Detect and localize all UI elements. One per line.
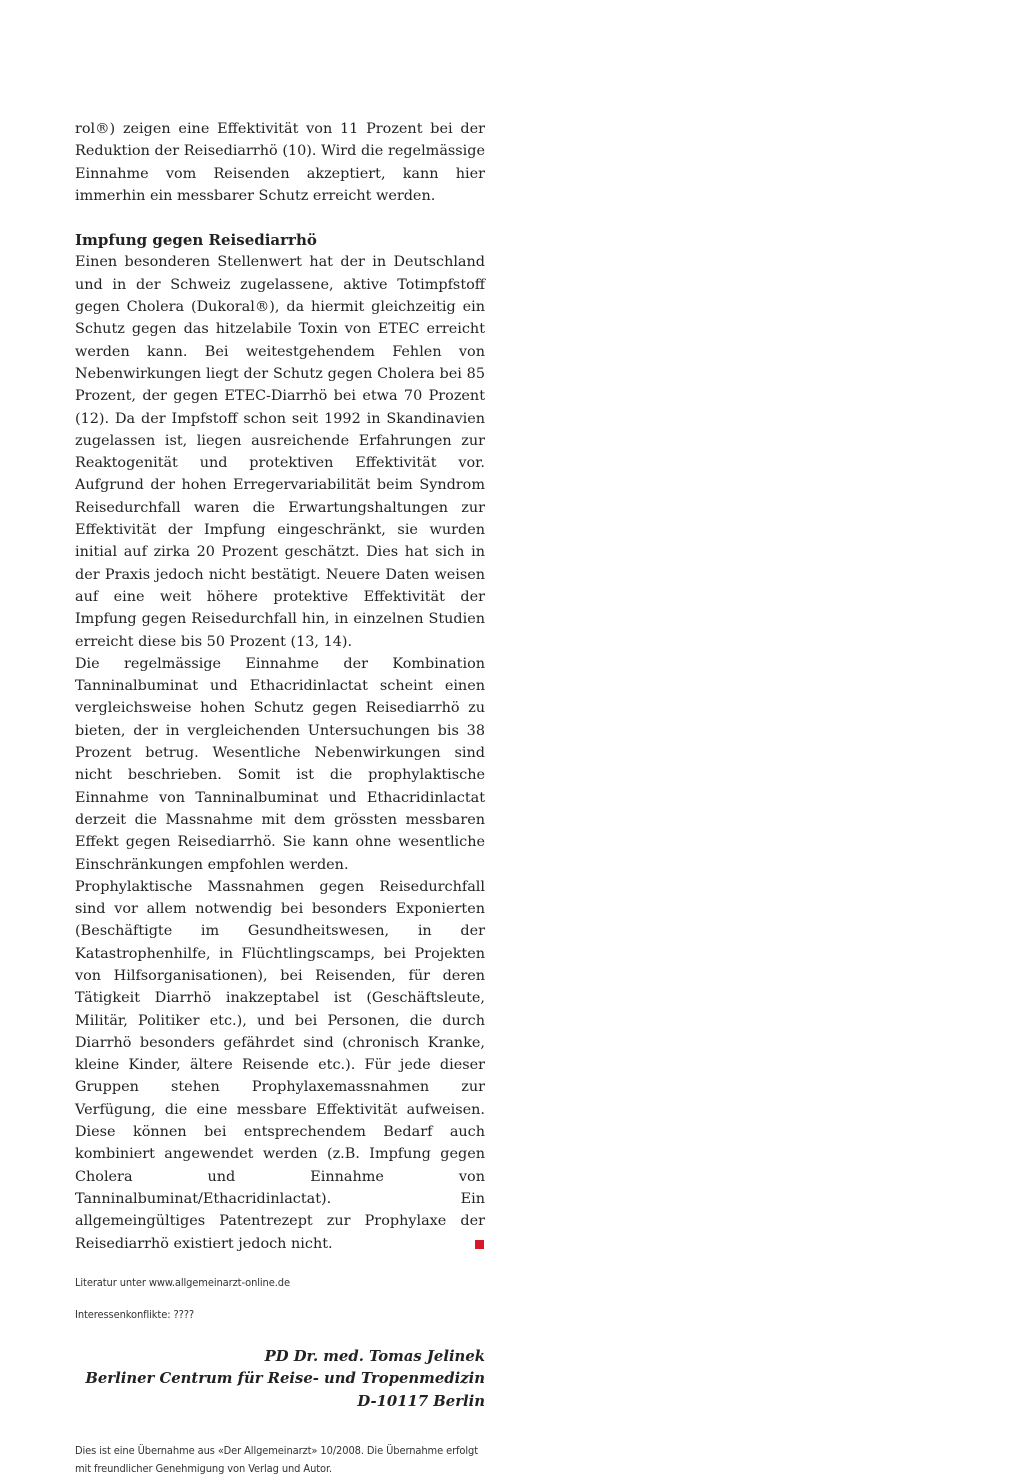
author-institution: Berliner Centrum für Reise- und Tropenmedizin [85,1370,485,1388]
reprint-note: Dies ist eine Übernahme aus «Der Allgemeinarzt» 10/2008. Die Übernahme erfolgt mit freundlicher Genehmigung von Verlag und Autor. [75,1444,478,1475]
article-column [75,118,485,1477]
section-heading: Impfung gegen Reisediarrhö [75,231,317,250]
author-block [75,1346,485,1414]
body-paragraph-tannin: Die regelmässige Einnahme der Kombination Tanninalbuminat und Ethacridinlactat scheint einen vergleichsweise hohen Schutz gegen Reisediarrhö zu bieten, der in vergleichenden Untersuchungen bis 38 Prozent betrug. Wesentliche Nebenwirkungen sind nicht beschrieben. Somit ist die prophylaktische Einnahme von Tanninalbuminat und Ethacridinlactat derzeit die Massnahme mit dem grössten messbaren Effekt gegen Reisediarrhö. Sie kann ohne wesentliche Einschränkungen empfohlen werden. [75,655,485,873]
body-paragraph-conclusion-wrap [75,876,485,1255]
body-paragraph-vaccine: Einen besonderen Stellenwert hat der in Deutschland und in der Schweiz zugelassene, aktive Totimpfstoff gegen Cholera (Dukoral®), da hiermit gleichzeitig ein Schutz gegen das hitzelabile Toxin von ETEC erreicht werden kann. Bei weitestgehendem Fehlen von Nebenwirkungen liegt der Schutz gegen Cholera bei 85 Prozent, der gegen ETEC-Diarrhö bei etwa 70 Prozent (12). Da der Impfstoff schon seit 1992 in Skandinavien zugelassen ist, liegen ausreichende Erfahrungen zur Reaktogenität und protektiven Effektivität vor. Aufgrund der hohen Erregervariabilität beim Syndrom Reisedurchfall waren die Erwartungshaltungen zur Effektivität der Impfung eingeschränkt, sie wurden initial auf zirka 20 Prozent geschätzt. Dies hat sich in der Praxis jedoch nicht bestätigt. Neuere Daten weisen auf eine weit höhere protektive Effektivität der Impfung gegen Reisedurchfall hin, in einzelnen Studien erreicht diese bis 50 Prozent (13, 14). [75,254,485,650]
author-city: D-10117 Berlin [357,1392,485,1410]
author-name: PD Dr. med. Tomas Jelinek [264,1347,485,1365]
body-paragraph-conclusion: Prophylaktische Massnahmen gegen Reisedurchfall sind vor allem notwendig bei besonders Exponierten (Beschäftigte im Gesundheitswesen, in der Katastrophenhilfe, in Flüchtlingscamps, bei Projekten von Hilfsorganisationen), bei Reisenden, für deren Tätigkeit Diarrhö inakzeptabel ist (Geschäftsleute, Militär, Politiker etc.), und bei Personen, die durch Diarrhö besonders gefährdet sind (chronisch Kranke, kleine Kinder, ältere Reisende etc.). Für jede dieser Gruppen stehen Prophylaxemassnahmen zur Verfügung, die eine messbare Effektivität aufweisen. Diese können bei entsprechendem Bedarf auch kombiniert angewendet werden (z.B. Impfung gegen Cholera und Einnahme von Tanninalbuminat/Ethacridinlactat). Ein allgemeingültiges Patentrezept zur Prophylaxe der Reisediarrhö existiert jedoch nicht. [75,878,485,1252]
literature-note: Literatur unter www.allgemeinarzt-online.de [75,1275,290,1289]
end-of-article-square-icon [475,1240,484,1249]
conflict-of-interest-note: Interessenkonflikte: ???? [75,1308,195,1322]
intro-paragraph: rol®) zeigen eine Effektivität von 11 Prozent bei der Reduktion der Reisediarrhö (10). Wird die regelmässige Einnahme vom Reisenden akzeptiert, kann hier immerhin ein messbarer Schutz erreicht werden. [75,121,485,204]
